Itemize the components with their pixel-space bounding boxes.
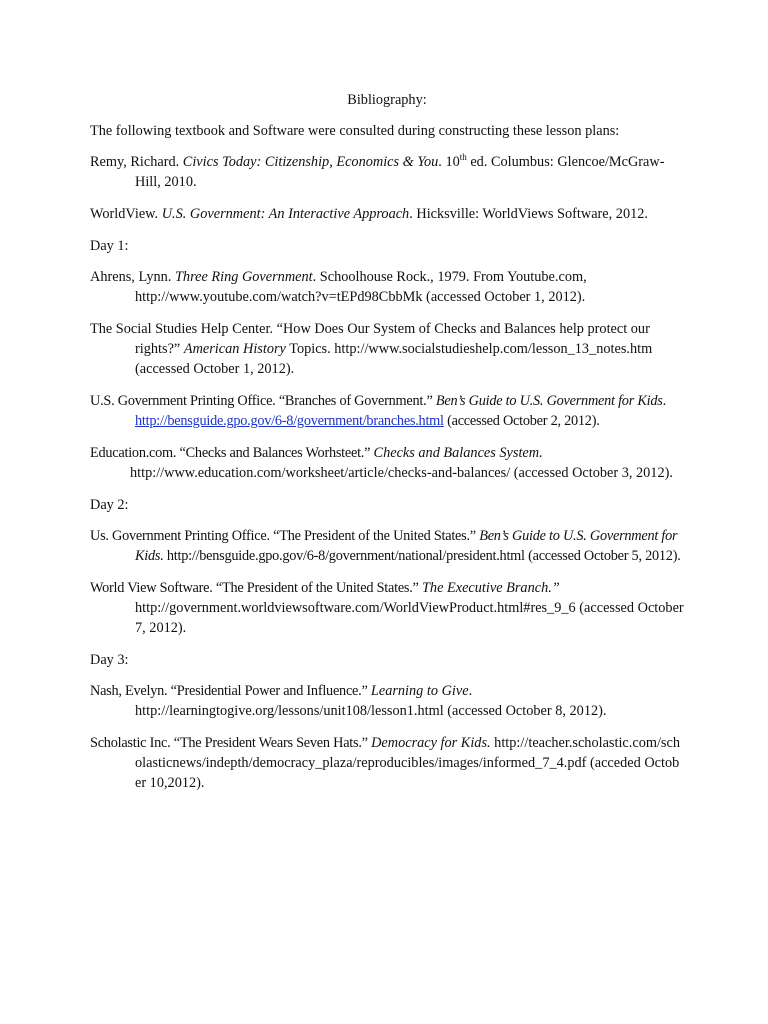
day-2-heading: Day 2:: [90, 497, 129, 513]
citation-worldview: [90, 204, 684, 224]
citation-sep: .: [662, 393, 666, 409]
citation-author: World View Software. “The President of the United States.”: [90, 580, 422, 596]
citation-gpo-branches: [90, 391, 684, 431]
intro-paragraph: The following textbook and Software were consulted during constructing these lesson plans:: [90, 123, 620, 139]
citation-work: Civics Today: Citizenship, Economics & You: [182, 154, 439, 170]
day-1-heading: Day 1:: [90, 238, 129, 254]
citation-ahrens: [90, 267, 684, 307]
citation-rest: http://bensguide.gpo.gov/6-8/government/national/president.html (accessed October 5, 2012).: [163, 548, 681, 564]
day-3-heading: Day 3:: [90, 652, 129, 668]
citation-scholastic: [90, 733, 684, 793]
citation-author: Scholastic Inc. “The President Wears Seven Hats.”: [90, 735, 372, 751]
document-title: Bibliography:: [347, 92, 427, 108]
citation-rest: . http://learningtogive.org/lessons/unit108/lesson1.html (accessed October 8, 2012).: [135, 683, 607, 719]
citation-work: Ben’s Guide to U.S. Government for Kids: [435, 393, 663, 409]
citation-rest: http://www.education.com/worksheet/article/checks-and-balances/ (accessed October 3, 2012).: [130, 465, 673, 481]
citation-rest: http://government.worldviewsoftware.com/WorldViewProduct.html#res_9_6 (accessed October 7, 2012).: [135, 600, 684, 636]
citation-edition-sup: th: [459, 152, 467, 162]
citation-rest: Topics. http://www.socialstudieshelp.com/lesson_13_notes.htm (accessed October 1, 2012).: [135, 341, 653, 377]
citation-remy: [90, 152, 684, 192]
document-page: [90, 90, 684, 805]
citation-author: Ahrens, Lynn.: [90, 269, 175, 285]
citation-work: American History: [183, 341, 286, 357]
citation-work: The Executive Branch.”: [421, 580, 560, 596]
citation-work: Checks and Balances System.: [373, 445, 543, 461]
citation-nash: [90, 681, 684, 721]
citation-rest: . Schoolhouse Rock., 1979. From Youtube.com, http://www.youtube.com/watch?v=tEPd98CbbMk (accessed October 1, 2012).: [135, 269, 587, 305]
citation-work: Learning to Give: [370, 683, 469, 699]
citation-rest: . Hicksville: WorldViews Software, 2012.: [409, 206, 648, 222]
citation-rest: (accessed October 2, 2012).: [443, 413, 600, 429]
citation-work: Three Ring Government: [174, 269, 313, 285]
citation-author: WorldView.: [90, 206, 162, 222]
bensguide-branches-link[interactable]: http://bensguide.gpo.gov/6-8/government/branches.html: [135, 413, 444, 429]
citation-education-com: [90, 443, 684, 483]
citation-author: Nash, Evelyn. “Presidential Power and Influence.”: [90, 683, 371, 699]
citation-work: Democracy for Kids.: [371, 735, 491, 751]
citation-social-studies: [90, 319, 684, 379]
citation-work: Ben’s Guide to U.S. Government for Kids.: [135, 528, 678, 564]
citation-edition: . 10: [438, 154, 460, 170]
citation-author: U.S. Government Printing Office. “Branches of Government.”: [90, 393, 436, 409]
citation-work: U.S. Government: An Interactive Approach: [161, 206, 410, 222]
citation-author: The Social Studies Help Center. “How Does Our System of Checks and Balances help protect our rights?”: [90, 321, 650, 357]
citation-author: Remy, Richard.: [90, 154, 183, 170]
citation-gpo-president: [90, 526, 684, 566]
citation-rest: http://teacher.scholastic.com/scholasticnews/indepth/democracy_plaza/reproducibles/images/informed_7_4.pdf (acceded October 10,2012).: [135, 735, 680, 791]
citation-author: Education.com. “Checks and Balances Worhsteet.”: [90, 445, 374, 461]
citation-rest: ed. Columbus: Glencoe/McGraw-Hill, 2010.: [135, 154, 665, 190]
citation-author: Us. Government Printing Office. “The President of the United States.”: [90, 528, 480, 544]
citation-worldview-president: [90, 578, 684, 638]
